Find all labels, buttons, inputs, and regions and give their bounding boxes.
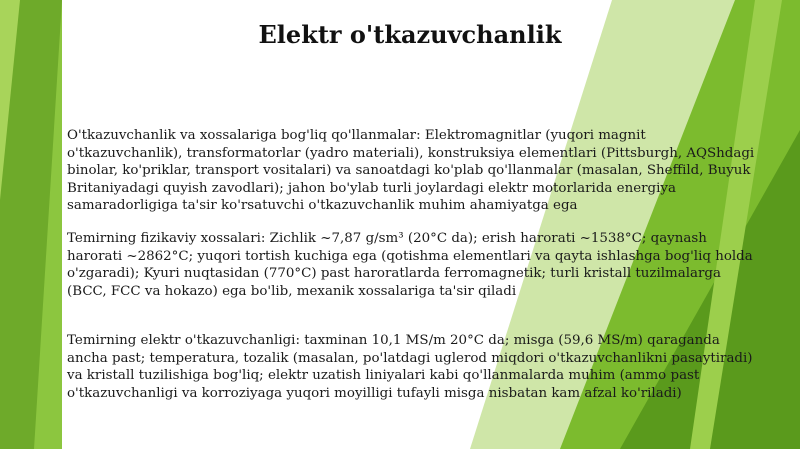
paragraph-electrical-conductivity: Temirning elektr o'tkazuvchanligi: taxminan 10,1 MS/m 20°C da; misga (59,6 MS/m) qaraganda ancha past; temperatura, tozalik (masalan, po'latdagi uglerod miqdori o'tkazuvchanlikni pasaytiradi) va kristall tuzilishiga bog'liq; elektr uzatish liniyalari kabi qo'llanmalarda muhim (ammo past o'tkazuvchanligi va korroziyaga yuqori moyilligi tufayli misga nisbatan kam afzal ko'riladi) [67,333,753,401]
paragraph-applications: O'tkazuvchanlik va xossalariga bog'liq qo'llanmalar: Elektromagnitlar (yuqori magnit o'tkazuvchanlik), transformatorlar (yadro materiali), konstruksiya elementlari (Pittsburgh, AQShdagi binolar, ko'priklar, transport vositalari) va sanoatdagi ko'plab qo'llanmalar (masalan, Sheffild, Buyuk Britaniyadagi quyish zavodlari); jahon bo'ylab turli joylardagi elektr motorlarida energiya samaradorligiga ta'sir ko'rsatuvchi o'tkazuvchanlik muhim ahamiyatga ega [67,128,755,214]
paragraph-physical-properties: Temirning fizikaviy xossalari: Zichlik ~7,87 g/sm³ (20°C da); erish harorati ~1538°C; qaynash harorati ~2862°C; yuqori tortish kuchiga ega (qotishma elementlari va qayta ishlashga bog'liq holda o'zgaradi); Kyuri nuqtasidan (770°C) past haroratlarda ferromagnetik; turli kristall tuzilmalarga (BCC, FCC va hokazo) ega bo'lib, mexanik xossalariga ta'sir qiladi [67,231,753,299]
slide-title: Elektr o'tkazuvchanlik [258,20,562,49]
